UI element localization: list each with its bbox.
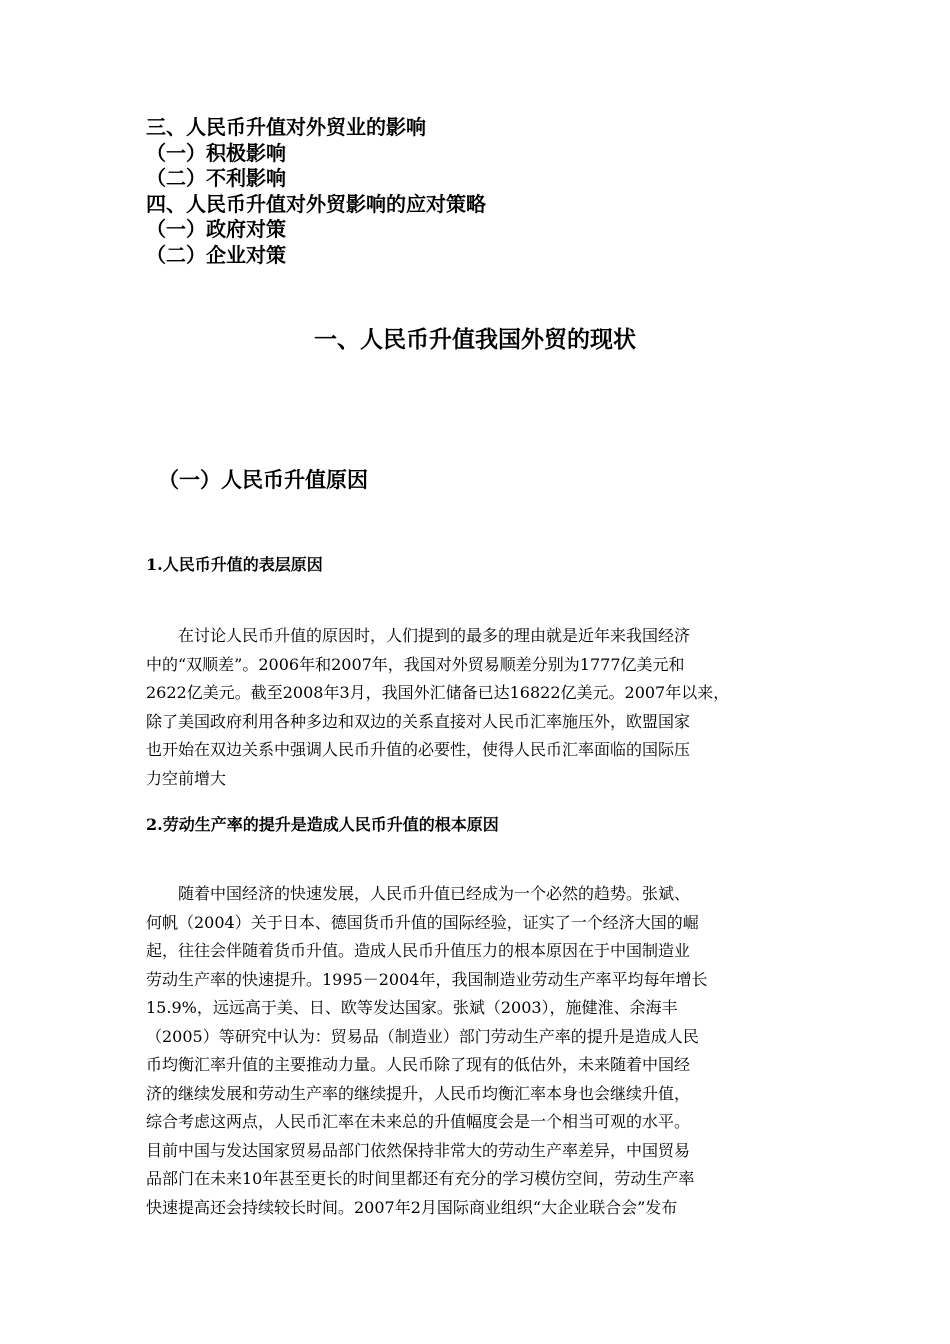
paragraph-line: 2622亿美元。截至2008年3月，我国外汇储备已达16822亿美元。2007年以来， [146,683,730,702]
paragraph-line: 币均衡汇率升值的主要推动力量。人民币除了现有的低估外，未来随着中国经 [146,1055,691,1074]
paragraph-line: 起，往往会伴随着货币升值。造成人民币升值压力的根本原因在于中国制造业 [146,941,691,960]
body-paragraph [146,622,826,793]
subsection-heading: 2.劳动生产率的提升是造成人民币升值的根本原因 [146,815,499,834]
paragraph-line: 也开始在双边关系中强调人民币升值的必要性，使得人民币汇率面临的国际压 [146,740,691,759]
paragraph-line: （2005）等研究中认为：贸易品（制造业）部门劳动生产率的提升是造成人民 [146,1026,699,1046]
paragraph-line: 力空前增大 [146,768,227,788]
toc-item: （二）不利影响 [146,166,286,191]
toc-item: （一）积极影响 [146,140,286,165]
body-paragraph [146,880,826,1222]
paragraph-line: 品部门在未来10年甚至更长的时间里都还有充分的学习模仿空间，劳动生产率 [146,1169,695,1188]
paragraph-line: 快速提高还会持续较长时间。2007年2月国际商业组织“大企业联合会”发布 [146,1197,678,1217]
paragraph-line: 15.9%，远远高于美、日、欧等发达国家。张斌（2003），施健淮、余海丰 [146,998,678,1017]
subsection-heading: 1.人民币升值的表层原因 [146,555,323,574]
toc-item: 四、人民币升值对外贸影响的应对策略 [146,191,486,216]
table-of-contents [146,115,846,269]
paragraph-line: 除了美国政府利用各种多边和双边的关系直接对人民币汇率施压外，欧盟国家 [146,711,691,731]
toc-item: （二）企业对策 [146,242,286,267]
paragraph-line: 目前中国与发达国家贸易品部门依然保持非常大的劳动生产率差异，中国贸易 [146,1140,691,1160]
paragraph-line: 随着中国经济的快速发展，人民币升值已经成为一个必然的趋势。张斌、 [146,884,691,903]
paragraph-line: 中的“双顺差”。2006年和2007年，我国对外贸易顺差分别为1777亿美元和 [146,654,685,674]
paragraph-line: 何帆（2004）关于日本、德国货币升值的国际经验，证实了一个经济大国的崛 [146,912,699,932]
toc-item: （一）政府对策 [146,217,286,242]
section-title: （一）人民币升值原因 [158,468,368,492]
paragraph-line: 劳动生产率的快速提升。1995－2004年，我国制造业劳动生产率平均每年增长 [146,969,708,989]
toc-item: 三、人民币升值对外贸业的影响 [146,115,426,139]
chapter-title: 一、人民币升值我国外贸的现状 [314,327,636,353]
paragraph-line: 综合考虑这两点，人民币汇率在未来总的升值幅度会是一个相当可观的水平。 [146,1112,691,1131]
paragraph-line: 在讨论人民币升值的原因时，人们提到的最多的理由就是近年来我国经济 [146,626,691,645]
paragraph-line: 济的继续发展和劳动生产率的继续提升，人民币均衡汇率本身也会继续升值， [146,1083,691,1103]
